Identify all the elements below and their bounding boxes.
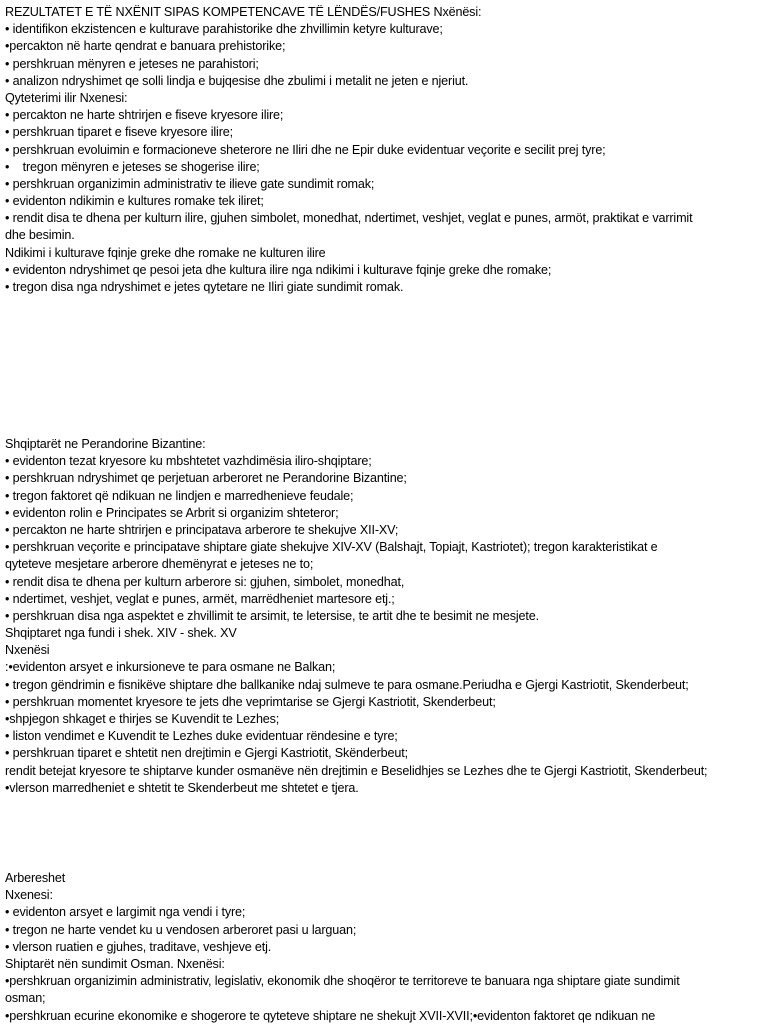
text-line: • evidenton rolin e Principates se Arbrit si organizim shteteror; [5, 505, 339, 520]
text-line: dhe besimin. [5, 228, 75, 243]
text-line: • tregon ne harte vendet ku u vendosen arberoret pasi u larguan; [5, 922, 357, 937]
text-line: • pershkruan veçorite e principatave shiptare giate shekujve XIV-XV (Balshajt, Topiajt, Kastriotet); tregon karakteristikat e [5, 540, 658, 555]
text-line: • pershkruan tiparet e fiseve kryesore ilire; [5, 125, 233, 140]
section-learning-outcomes [5, 4, 765, 296]
text-line: • identifikon ekzistencen e kulturave parahistorike dhe zhvillimin ketyre kulturave; [5, 22, 443, 37]
subsection-heading: Nxenësi [5, 643, 50, 658]
text-line: • tregon disa nga ndryshimet e jetes qytetare ne Iliri giate sundimit romak. [5, 280, 404, 294]
text-line: • vlerson ruatien e gjuhes, traditave, veshjeve etj. [5, 939, 272, 954]
text-line: • analizon ndryshimet qe solli lindja e bujqesise dhe zbulimi i metalit ne jeten e njeriut. [5, 73, 469, 88]
section-heading: Shqiptarët ne Perandorine Bizantine: [5, 437, 206, 451]
text-line: • evidenton tezat kryesore ku mbshtetet vazhdimësia iliro-shqiptare; [5, 454, 372, 469]
subsection-heading: Shiptarët nën sundimit Osman. Nxenësi: [5, 956, 225, 971]
text-line: • pershkruan disa nga aspektet e zhvillimit te arsimit, te letersise, te artit dhe te besimit ne mesjete. [5, 608, 539, 623]
text-line: osman; [5, 991, 46, 1006]
text-line: • pershkruan organizimin administrativ te ilieve gate sundimit romak; [5, 176, 375, 191]
text-line: •percakton në harte qendrat e banuara prehistorike; [5, 39, 286, 54]
subsection-heading: Ndikimi i kulturave fqinje greke dhe romake ne kulturen ilire [5, 245, 326, 260]
text-line: • pershkruan evoluimin e formacioneve sheterore ne Iliri dhe ne Epir duke evidentuar veçorite e secilit prej tyre; [5, 142, 606, 157]
text-line: • percakton ne harte shtrirjen e principatava arberore te shekujve XII-XV; [5, 522, 399, 537]
text-line: • tregon faktoret që ndikuan ne lindjen e marredhenieve feudale; [5, 488, 354, 503]
text-line: •pershkruan ecurine ekonomike e shogerore te qyteteve shiptare ne shekujt XVII-XVII;•evidenton faktoret qe ndikuan ne [5, 1008, 656, 1023]
text-line: • percakton ne harte shtrirjen e fiseve kryesore ilire; [5, 108, 284, 123]
text-line: • rendit disa te dhena per kulturn ilire, gjuhen simbolet, monedhat, ndertimet, veshjet, veglat e punes, armöt, praktikat e varrimit [5, 211, 693, 226]
text-line: • tregon gëndrimin e fisnikëve shiptare dhe ballkanike ndaj sulmeve te para osmane.Periudha e Gjergi Kastriotit, Skenderbeut; [5, 677, 689, 692]
text-line: • tregon mënyren e jeteses se shogerise ilire; [5, 159, 260, 174]
text-line: • ndertimet, veshjet, veglat e punes, armët, marrëdheniet martesore etj.; [5, 591, 395, 606]
text-line: rendit betejat kryesore te shiptarve kunder osmanëve nën drejtimin e Beselidhjes se Lezhes dhe te Gjergi Kastriotit, Skenderbeut; [5, 763, 708, 778]
subsection-heading: Nxenesi: [5, 888, 53, 903]
text-line: • evidenton ndryshimet qe pesoi jeta dhe kultura ilire nga ndikimi i kulturave fqinje greke dhe romake; [5, 262, 552, 277]
subsection-heading: Qyteterimi ilir Nxenesi: [5, 90, 128, 105]
section-byzantine-period [5, 436, 765, 797]
text-line: • liston vendimet e Kuvendit te Lezhes duke evidentuar rëndesine e tyre; [5, 729, 398, 744]
section-heading: Arbereshet [5, 871, 66, 885]
text-line: :•evidenton arsyet e inkursioneve te para osmane ne Balkan; [5, 660, 336, 675]
text-line: • pershkruan ndryshimet qe perjetuan arberoret ne Perandorine Bizantine; [5, 471, 407, 486]
section-heading: REZULTATET E TË NXËNIT SIPAS KOMPETENCAVE TË LËNDËS/FUSHES Nxënësi: [5, 5, 482, 19]
text-line: qyteteve mesjetare arberore dhemënyrat e jeteses ne to; [5, 557, 314, 572]
text-line: •pershkruan organizimin administrativ, legislativ, ekonomik dhe shoqëror te territoreve te banuara nga shiptare giate sundimit [5, 974, 680, 989]
text-line: • pershkruan tiparet e shtetit nen drejtimin e Gjergi Kastriotit, Skënderbeut; [5, 746, 408, 761]
subsection-heading: Shqiptaret nga fundi i shek. XIV - shek. XV [5, 626, 237, 641]
text-line: • pershkruan mënyren e jeteses ne parahistori; [5, 56, 259, 71]
text-line: • evidenton arsyet e largimit nga vendi i tyre; [5, 905, 246, 920]
text-line: • rendit disa te dhena per kulturn arberore si: gjuhen, simbolet, monedhat, [5, 574, 405, 589]
text-line: • pershkruan momentet kryesore te jets dhe veprimtarise se Gjergi Kastriotit, Skenderbeut; [5, 694, 496, 709]
text-line: • evidenton ndikimin e kultures romake tek iliret; [5, 194, 264, 209]
text-line: •shpjegon shkaget e thirjes se Kuvendit te Lezhes; [5, 712, 280, 726]
section-arbereshet [5, 870, 765, 1025]
text-line: •vlerson marredheniet e shtetit te Skenderbeut me shtetet e tjera. [5, 780, 359, 795]
